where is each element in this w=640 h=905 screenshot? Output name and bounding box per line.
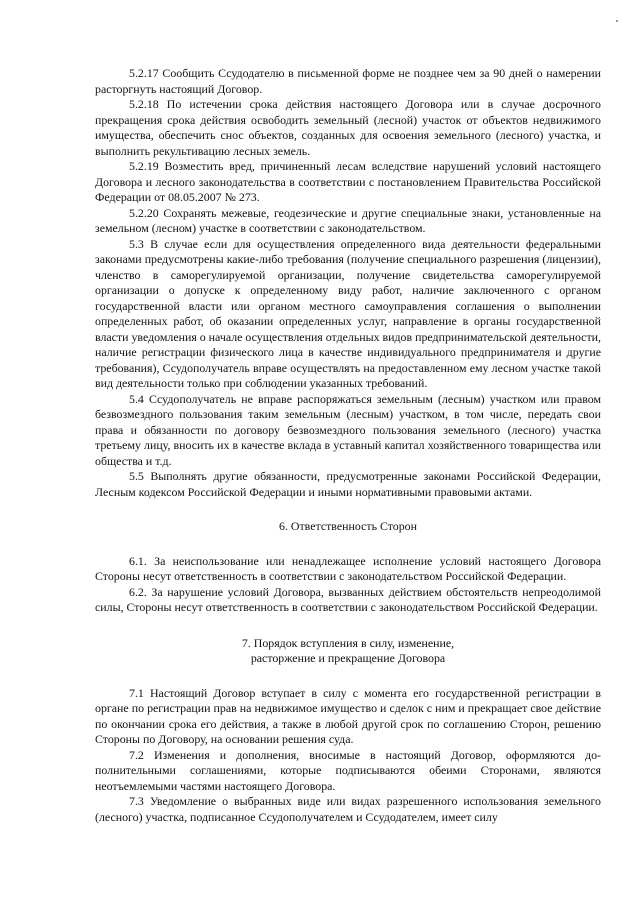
clause-6-2: 6.2. За нарушение условий Договора, вызванных действием обстоятельств непреодолимой силы, Стороны несут ответственность в соответствии с законодательством Российской Федерации. <box>95 584 601 614</box>
scan-speck <box>616 20 618 22</box>
clause-5-2-17: 5.2.17 Сообщить Ссудодателю в письменной форме не позднее чем за 90 дней о намерении расторгнуть настоящий Договор. <box>95 66 601 96</box>
clause-5-5: 5.5 Выполнять другие обязанности, предусмотренные законами Российской Федерации, Лесным кодексом Российской Федерации и иными нормативными правовыми актами. <box>95 469 601 499</box>
section-7-heading <box>95 636 601 667</box>
clause-7-2: 7.2 Изменения и дополнения, вносимые в настоящий Договор, оформляются дополнительными соглашениями, которые подписываются обеими Сторонами, являются неотъемлемыми частями настоящего Договора. <box>95 747 601 793</box>
clause-5-2-19: 5.2.19 Возместить вред, причиненный лесам вследствие нарушений условий настоящего Договора и лесного законодательства в соответствии с постановлением Правительства Российской Федерации от 08.05.2007 № 273. <box>95 159 601 204</box>
section-7-heading-line-1: 7. Порядок вступления в силу, изменение, <box>241 635 455 650</box>
clause-5-2-20: 5.2.20 Сохранять межевые, геодезические и другие специальные знаки, установленные на земельном (лесном) участке в соответствии с законодательством. <box>95 205 601 235</box>
clause-5-4: 5.4 Ссудополучатель не вправе распоряжаться земельным (лесным) участком или правом безвозмездного пользования таким земельным (лесным) участком, в том числе, передать свои права и обязанности по договору безвозмездного пользования земельного (лесного) участка третьему лицу, вносить их в качестве вклада в уставный капитал хозяйственного товарищества или общества и т.д. <box>95 391 601 468</box>
clause-7-3: 7.3 Уведомление о выбранных виде или видах разрешенного использования земельного (лесного) участка, подписанное Ссудополучателем и Ссудодателем, имеет силу <box>95 794 601 824</box>
document-page <box>95 66 601 825</box>
clause-6-1: 6.1. За неиспользование или ненадлежащее исполнение условий настоящего Договора Стороны несут ответственность в соответствии с законодательством Российской Федерации. <box>95 553 601 583</box>
clause-5-2-18: 5.2.18 По истечении срока действия настоящего Договора или в случае досрочного прекращения срока действия освободить земельный (лесной) участок от объектов недвижимого имущества, обеспечить снос объектов, созданных для освоения земельного (лесного) участка, и выполнить рекультивацию лесных земель. <box>95 97 601 158</box>
clause-7-1: 7.1 Настоящий Договор вступает в силу с момента его государственной регистрации в органе по регистрации прав на недвижимое имущество и сделок с ним и прекращает свое действие по окончании срока его действия, а также в любой другой срок по соглашению Сторон, решению Стороны по Договору, на основании решения суда. <box>95 685 601 746</box>
section-7-heading-line-2: расторжение и прекращение Договора <box>250 651 446 665</box>
section-6-heading: 6. Ответственность Сторон <box>279 519 417 533</box>
clause-5-3: 5.3 В случае если для осуществления определенного вида деятельности федеральными законами предусмотрены какие-либо требования (получение специального разрешения (лицензии), членство в саморегулируемой организации, получение свидетельства саморегулируемой организации о допуске к определенному виду работ, наличие заключенного с органом государственной власти или органом местного самоуправления соглашения о выполнении определенных работ, об оказании определенных услуг, направление в органы государственной власти уведомления о начале осуществления отдельных видов предпринимательской деятельности, наличие регистрации физического лица в качестве индивидуального предпринимателя и другие требования), Ссудополучатель вправе осуществлять на предоставленном ему лесном участке такой вид деятельности только при соблюдении указанных требований. <box>95 236 601 390</box>
